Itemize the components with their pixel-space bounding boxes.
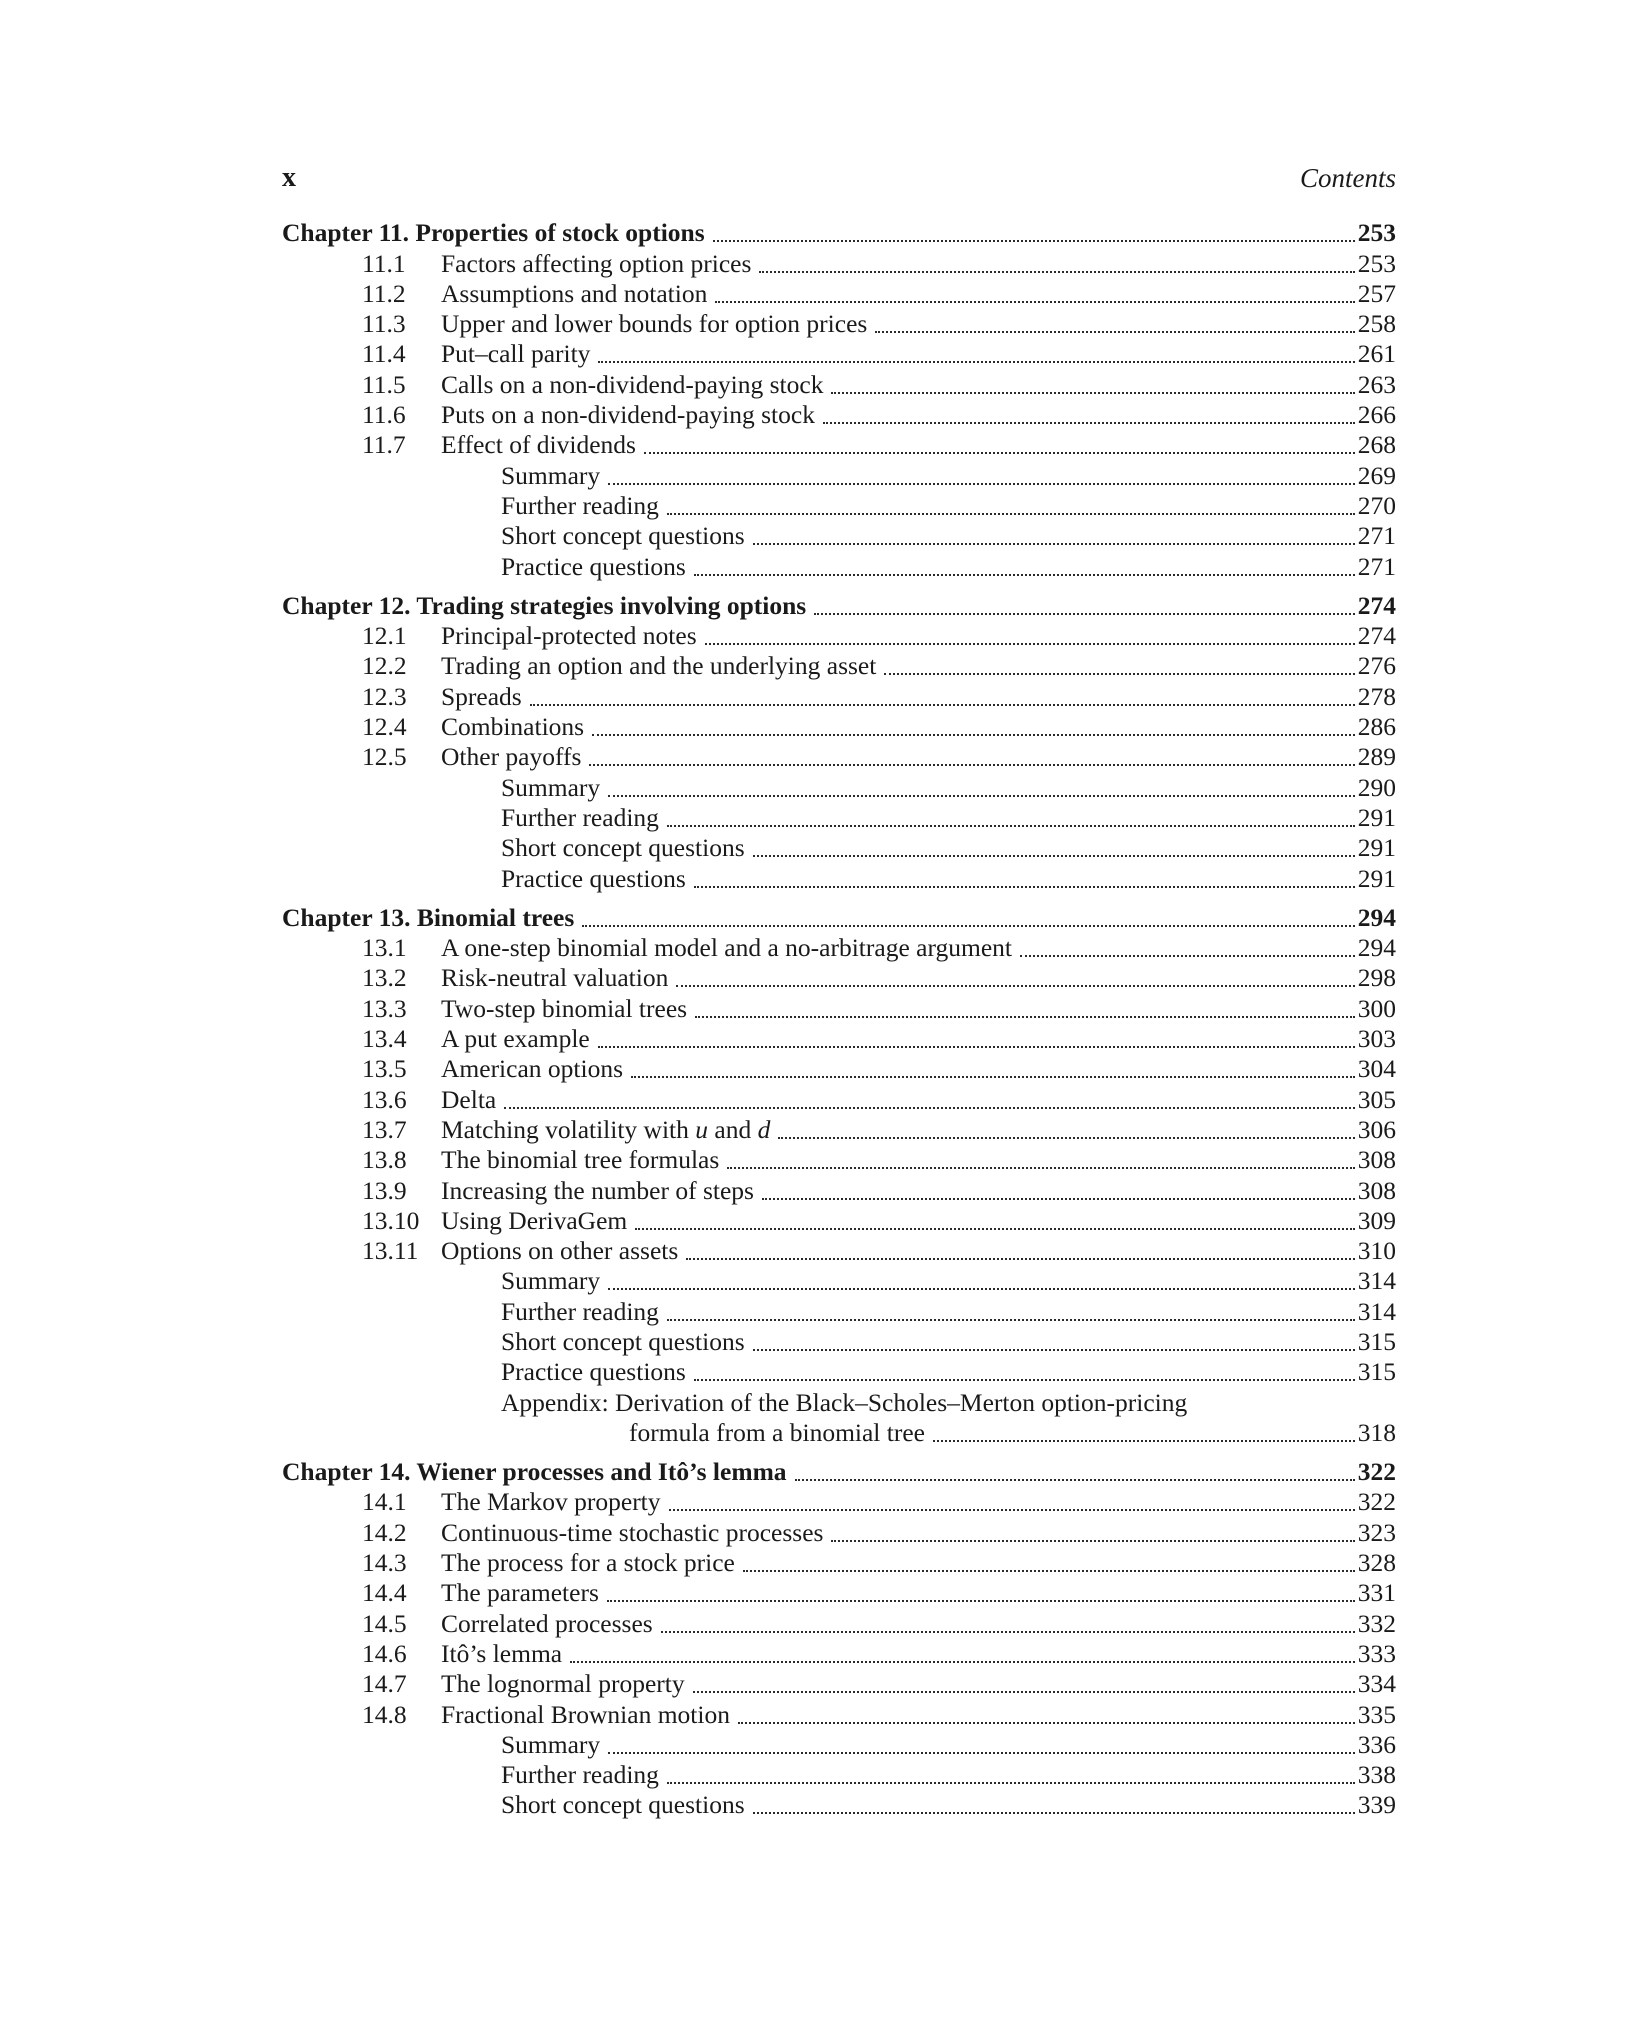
dot-leader [694, 1379, 1355, 1381]
toc-entry[interactable] [282, 1145, 1396, 1175]
toc-entry[interactable] [282, 621, 1396, 651]
dot-leader [713, 240, 1355, 242]
section-page-number: 335 [1357, 1699, 1396, 1729]
section-title: Short concept questions [501, 521, 745, 551]
section-number: 13.7 [362, 1114, 407, 1144]
section-number: 13.5 [362, 1054, 407, 1084]
dot-leader [686, 1258, 1354, 1260]
toc-entry[interactable] [282, 1175, 1396, 1205]
section-page-number: 308 [1357, 1175, 1396, 1205]
section-title: The parameters [441, 1578, 599, 1608]
section-page-number: 294 [1357, 933, 1396, 963]
appendix-title: Appendix: Derivation of the Black–Scholes–Merton option-pricing [501, 1387, 1188, 1417]
toc-entry[interactable] [282, 279, 1396, 309]
section-title: A put example [441, 1024, 590, 1054]
section-number: 13.3 [362, 993, 407, 1023]
dot-leader [738, 1722, 1355, 1724]
section-title: The binomial tree formulas [441, 1145, 720, 1175]
dot-leader [933, 1440, 1355, 1442]
section-title: Using DerivaGem [441, 1205, 628, 1235]
section-title: A one-step binomial model and a no-arbitrage argument [441, 933, 1012, 963]
section-title: Combinations [441, 712, 585, 742]
chapter-block [282, 903, 1396, 1448]
chapter-title: Chapter 14. Wiener processes and Itô’s lemma [282, 1457, 787, 1487]
section-number: 13.10 [362, 1205, 420, 1235]
dot-leader [661, 1631, 1355, 1633]
section-title: Summary [501, 1729, 601, 1759]
toc-entry[interactable] [282, 963, 1396, 993]
section-page-number: 289 [1357, 742, 1396, 772]
toc-entry[interactable] [282, 1608, 1396, 1638]
toc-entry[interactable] [282, 1296, 1396, 1326]
section-page-number: 323 [1357, 1517, 1396, 1547]
dot-leader [759, 271, 1354, 273]
section-page-number: 286 [1357, 712, 1396, 742]
section-page-number: 257 [1357, 278, 1396, 308]
section-page-number: 304 [1357, 1054, 1396, 1084]
section-title: Put–call parity [441, 339, 591, 369]
dot-leader [608, 795, 1355, 797]
section-number: 13.8 [362, 1145, 407, 1175]
toc-entry[interactable] [282, 863, 1396, 893]
dot-leader [831, 1540, 1354, 1542]
toc-entry[interactable] [282, 1487, 1396, 1517]
dot-leader [694, 574, 1355, 576]
toc-entry[interactable] [282, 1024, 1396, 1054]
dot-leader [884, 673, 1354, 675]
dot-leader [667, 1782, 1355, 1784]
section-page-number: 298 [1357, 963, 1396, 993]
dot-leader [644, 452, 1355, 454]
section-title: The process for a stock price [441, 1548, 735, 1578]
toc-entry[interactable] [282, 491, 1396, 521]
toc-entry[interactable] [282, 1517, 1396, 1547]
dot-leader [875, 331, 1354, 333]
dot-leader [667, 825, 1355, 827]
section-page-number: 276 [1357, 651, 1396, 681]
section-page-number: 306 [1357, 1114, 1396, 1144]
section-page-number: 253 [1357, 248, 1396, 278]
section-title: Further reading [501, 490, 659, 520]
dot-leader [667, 1319, 1355, 1321]
toc-entry[interactable] [282, 993, 1396, 1023]
section-title: Upper and lower bounds for option prices [441, 309, 868, 339]
toc-entry[interactable] [282, 1730, 1396, 1760]
dot-leader [589, 764, 1354, 766]
section-number: 14.1 [362, 1487, 407, 1517]
section-number: 14.5 [362, 1608, 407, 1638]
section-title: Practice questions [501, 551, 686, 581]
section-title: Principal-protected notes [441, 621, 697, 651]
section-number: 12.4 [362, 712, 407, 742]
toc-entry[interactable] [282, 1639, 1396, 1669]
dot-leader [753, 1349, 1355, 1351]
section-number: 12.3 [362, 681, 407, 711]
section-title: Calls on a non-dividend-paying stock [441, 369, 824, 399]
section-title: Short concept questions [501, 1790, 745, 1820]
dot-leader [676, 985, 1354, 987]
section-title: Further reading [501, 802, 659, 832]
section-title: Short concept questions [501, 1326, 745, 1356]
dot-leader [762, 1198, 1355, 1200]
toc-entry[interactable] [282, 339, 1396, 369]
toc-entry[interactable] [282, 803, 1396, 833]
section-page-number: 270 [1357, 490, 1396, 520]
chapter-page-number: 274 [1357, 590, 1396, 620]
chapter-title: Chapter 13. Binomial trees [282, 902, 575, 932]
section-number: 13.11 [362, 1236, 419, 1266]
section-number: 13.9 [362, 1175, 407, 1205]
section-page-number: 290 [1357, 772, 1396, 802]
section-title: American options [441, 1054, 623, 1084]
page-number: x [282, 162, 296, 193]
section-title: Factors affecting option prices [441, 248, 752, 278]
section-number: 11.7 [362, 430, 406, 460]
section-title: The Markov property [441, 1487, 661, 1517]
toc-entry[interactable] [282, 742, 1396, 772]
toc-entry[interactable] [282, 833, 1396, 863]
toc-entry[interactable] [282, 1236, 1396, 1266]
chapter-title: Chapter 11. Properties of stock options [282, 218, 705, 248]
dot-leader [831, 392, 1354, 394]
toc-entry[interactable] [282, 521, 1396, 551]
section-page-number: 305 [1357, 1084, 1396, 1114]
section-page-number: 334 [1357, 1669, 1396, 1699]
dot-leader [667, 513, 1355, 515]
section-page-number: 314 [1357, 1296, 1396, 1326]
dot-leader [814, 613, 1355, 615]
section-number: 14.7 [362, 1669, 407, 1699]
toc-entry[interactable] [282, 1699, 1396, 1729]
chapter-heading[interactable] [282, 903, 1396, 933]
chapter-block [282, 1457, 1396, 1821]
section-page-number: 300 [1357, 993, 1396, 1023]
toc-entry[interactable] [282, 248, 1396, 278]
section-page-number: 333 [1357, 1638, 1396, 1668]
dot-leader [635, 1228, 1355, 1230]
dot-leader [631, 1076, 1355, 1078]
toc-entry[interactable] [282, 1578, 1396, 1608]
section-title: Summary [501, 1266, 601, 1296]
section-title: Fractional Brownian motion [441, 1699, 730, 1729]
dot-leader [705, 643, 1355, 645]
section-number: 13.6 [362, 1084, 407, 1114]
section-page-number: 336 [1357, 1729, 1396, 1759]
section-page-number: 263 [1357, 369, 1396, 399]
toc-entry[interactable] [282, 309, 1396, 339]
section-page-number: 291 [1357, 802, 1396, 832]
chapter-heading[interactable] [282, 591, 1396, 621]
section-title: Itô’s lemma [441, 1638, 563, 1668]
section-title: Puts on a non-dividend-paying stock [441, 400, 815, 430]
section-page-number: 314 [1357, 1266, 1396, 1296]
dot-leader [753, 855, 1355, 857]
section-page-number: 291 [1357, 833, 1396, 863]
section-page-number: 271 [1357, 521, 1396, 551]
section-number: 11.6 [362, 400, 406, 430]
section-page-number: 309 [1357, 1205, 1396, 1235]
section-page-number: 308 [1357, 1145, 1396, 1175]
toc-entry[interactable] [282, 1790, 1396, 1820]
section-page-number: 332 [1357, 1608, 1396, 1638]
section-page-number: 266 [1357, 400, 1396, 430]
dot-leader [598, 361, 1354, 363]
dot-leader [694, 886, 1355, 888]
appendix-entry-line1[interactable] [282, 1387, 1396, 1417]
dot-leader [715, 301, 1354, 303]
section-title: Short concept questions [501, 833, 745, 863]
dot-leader [753, 543, 1355, 545]
dot-leader [608, 1288, 1355, 1290]
dot-leader [582, 925, 1354, 927]
toc-entry[interactable] [282, 1115, 1396, 1145]
dot-leader [1020, 955, 1355, 957]
toc-entry[interactable] [282, 1054, 1396, 1084]
toc-entry[interactable] [282, 1327, 1396, 1357]
appendix-entry-line2[interactable] [282, 1418, 1396, 1448]
section-number: 12.1 [362, 621, 407, 651]
section-number: 13.2 [362, 963, 407, 993]
chapter-block [282, 591, 1396, 894]
section-number: 12.2 [362, 651, 407, 681]
dot-leader [669, 1509, 1355, 1511]
section-number: 14.8 [362, 1699, 407, 1729]
dot-leader [504, 1107, 1355, 1109]
dot-leader [607, 1600, 1355, 1602]
chapter-page-number: 253 [1357, 218, 1396, 248]
section-title: Increasing the number of steps [441, 1175, 754, 1205]
section-title: Practice questions [501, 863, 686, 893]
section-page-number: 291 [1357, 863, 1396, 893]
section-title: The lognormal property [441, 1669, 685, 1699]
dot-leader [570, 1661, 1355, 1663]
toc-entry[interactable] [282, 430, 1396, 460]
section-title: Options on other assets [441, 1236, 679, 1266]
section-title: Matching volatility with u and d [441, 1114, 771, 1144]
section-title: Trading an option and the underlying asset [441, 651, 877, 681]
section-title: Risk-neutral valuation [441, 963, 669, 993]
toc-entry[interactable] [282, 1669, 1396, 1699]
section-title: Continuous-time stochastic processes [441, 1517, 824, 1547]
section-number: 11.4 [362, 339, 406, 369]
dot-leader [695, 1016, 1355, 1018]
section-page-number: 338 [1357, 1760, 1396, 1790]
toc-entry[interactable] [282, 460, 1396, 490]
section-number: 13.1 [362, 933, 407, 963]
table-of-contents [282, 218, 1396, 1829]
chapter-block [282, 218, 1396, 582]
section-page-number: 328 [1357, 1548, 1396, 1578]
section-title: Two-step binomial trees [441, 993, 688, 1023]
toc-entry[interactable] [282, 1084, 1396, 1114]
section-page-number: 278 [1357, 681, 1396, 711]
section-page-number: 322 [1357, 1487, 1396, 1517]
dot-leader [530, 704, 1355, 706]
chapter-heading[interactable] [282, 218, 1396, 248]
section-number: 14.4 [362, 1578, 407, 1608]
section-number: 11.2 [362, 278, 406, 308]
appendix-page-number: 318 [1357, 1417, 1396, 1447]
section-page-number: 315 [1357, 1326, 1396, 1356]
section-page-number: 269 [1357, 460, 1396, 490]
section-page-number: 303 [1357, 1024, 1396, 1054]
chapter-heading[interactable] [282, 1457, 1396, 1487]
section-title: Further reading [501, 1760, 659, 1790]
section-page-number: 315 [1357, 1357, 1396, 1387]
toc-entry[interactable] [282, 1266, 1396, 1296]
section-title: Delta [441, 1084, 497, 1114]
section-number: 14.2 [362, 1517, 407, 1547]
section-page-number: 310 [1357, 1236, 1396, 1266]
dot-leader [693, 1691, 1355, 1693]
toc-entry[interactable] [282, 772, 1396, 802]
section-title: Other payoffs [441, 742, 582, 772]
section-number: 11.1 [362, 248, 406, 278]
section-page-number: 274 [1357, 621, 1396, 651]
page-header [282, 158, 1396, 198]
toc-entry[interactable] [282, 400, 1396, 430]
toc-entry[interactable] [282, 681, 1396, 711]
dot-leader [598, 1046, 1355, 1048]
section-page-number: 258 [1357, 309, 1396, 339]
toc-entry[interactable] [282, 1548, 1396, 1578]
dot-leader [743, 1570, 1355, 1572]
chapter-page-number: 294 [1357, 902, 1396, 932]
dot-leader [753, 1812, 1355, 1814]
section-page-number: 268 [1357, 430, 1396, 460]
toc-entry[interactable] [282, 933, 1396, 963]
section-number: 12.5 [362, 742, 407, 772]
section-page-number: 261 [1357, 339, 1396, 369]
section-page-number: 339 [1357, 1790, 1396, 1820]
dot-leader [727, 1167, 1354, 1169]
dot-leader [823, 422, 1355, 424]
chapter-title: Chapter 12. Trading strategies involving options [282, 590, 807, 620]
section-title: Spreads [441, 681, 522, 711]
toc-entry[interactable] [282, 712, 1396, 742]
toc-entry[interactable] [282, 1357, 1396, 1387]
section-title: Practice questions [501, 1357, 686, 1387]
dot-leader [592, 734, 1355, 736]
chapter-page-number: 322 [1357, 1457, 1396, 1487]
section-number: 11.3 [362, 309, 406, 339]
section-page-number: 331 [1357, 1578, 1396, 1608]
section-title: Effect of dividends [441, 430, 636, 460]
dot-leader [608, 483, 1355, 485]
toc-entry[interactable] [282, 1206, 1396, 1236]
section-title: Assumptions and notation [441, 278, 708, 308]
section-number: 14.6 [362, 1638, 407, 1668]
section-title: Summary [501, 460, 601, 490]
section-page-number: 271 [1357, 551, 1396, 581]
toc-entry[interactable] [282, 551, 1396, 581]
toc-entry[interactable] [282, 369, 1396, 399]
toc-entry[interactable] [282, 651, 1396, 681]
toc-entry[interactable] [282, 1760, 1396, 1790]
section-title: Correlated processes [441, 1608, 653, 1638]
section-title: Further reading [501, 1296, 659, 1326]
dot-leader [795, 1479, 1355, 1481]
dot-leader [608, 1752, 1355, 1754]
section-number: 14.3 [362, 1548, 407, 1578]
section-number: 13.4 [362, 1024, 407, 1054]
section-number: 11.5 [362, 369, 406, 399]
dot-leader [778, 1137, 1354, 1139]
appendix-title-continued: formula from a binomial tree [629, 1417, 925, 1447]
running-head: Contents [1299, 163, 1396, 193]
section-title: Summary [501, 772, 601, 802]
